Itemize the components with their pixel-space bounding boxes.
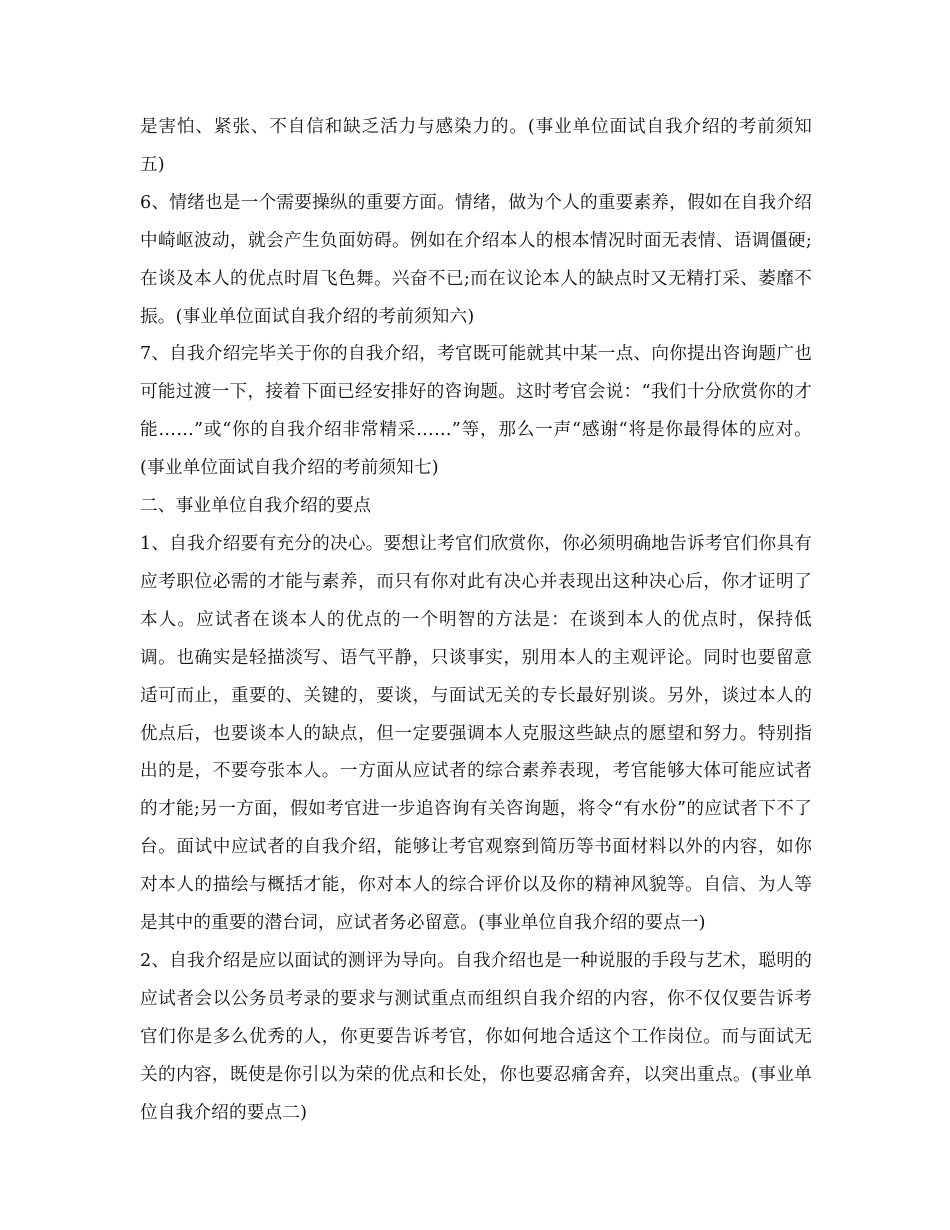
paragraph-point-2: 2、自我介绍是应以面试的测评为导向。自我介绍也是一种说服的手段与艺术，聪明的应试者会以公务员考录的要求与测试重点而组织自我介绍的内容，你不仅仅要告诉考官们你是多么优秀的人，你更要告诉考官，你如何地合适这个工作岗位。而与面试无关的内容，既使是你引以为荣的优点和长处，你也要忍痛舍弃，以突出重点。(事业单位自我介绍的要点二) bbox=[140, 950, 812, 1123]
document-body bbox=[140, 109, 812, 1132]
paragraph-point-1: 1、自我介绍要有充分的决心。要想让考官们欣赏你，你必须明确地告诉考官们你具有应考职位必需的才能与素养，而只有你对此有决心并表现出这种决心后，你才证明了本人。应试者在谈本人的优点的一个明智的方法是：在谈到本人的优点时，保持低调。也确实是轻描淡写、语气平静，只谈事实，别用本人的主观评论。同时也要留意适可而止，重要的、关键的，要谈，与面试无关的专长最好别谈。另外，谈过本人的优点后，也要谈本人的缺点，但一定要强调本人克服这些缺点的愿望和努力。特别指出的是，不要夸张本人。一方面从应试者的综合素养表现，考官能够大体可能应试者的才能;另一方面，假如考官进一步追咨询有关咨询题，将令“有水份”的应试者下不了台。面试中应试者的自我介绍，能够让考官观察到简历等书面材料以外的内容，如你对本人的描绘与概括才能，你对本人的综合评价以及你的精神风貌等。自信、为人等是其中的重要的潜台词，应试者务必留意。(事业单位自我介绍的要点一) bbox=[140, 533, 812, 934]
paragraph-item-7: 7、自我介绍完毕关于你的自我介绍，考官既可能就其中某一点、向你提出咨询题广也可能过渡一下，接着下面已经安排好的咨询题。这时考官会说：“我们十分欣赏你的才能……”或“你的自我介绍非常精采……”等，那么一声“感谢“将是你最得体的应对。(事业单位面试自我介绍的考前须知七) bbox=[140, 344, 812, 479]
paragraph-continuation: 是害怕、紧张、不自信和缺乏活力与感染力的。(事业单位面试自我介绍的考前须知五) bbox=[140, 117, 812, 175]
section-heading: 二、事业单位自我介绍的要点 bbox=[140, 496, 372, 517]
paragraph-item-6: 6、情绪也是一个需要操纵的重要方面。情绪，做为个人的重要素养，假如在自我介绍中崎岖波动，就会产生负面妨碍。例如在介绍本人的根本情况时面无表情、语调僵硬;在谈及本人的优点时眉飞色舞。兴奋不已;而在议论本人的缺点时又无精打采、萎靡不振。(事业单位面试自我介绍的考前须知六) bbox=[140, 192, 812, 327]
